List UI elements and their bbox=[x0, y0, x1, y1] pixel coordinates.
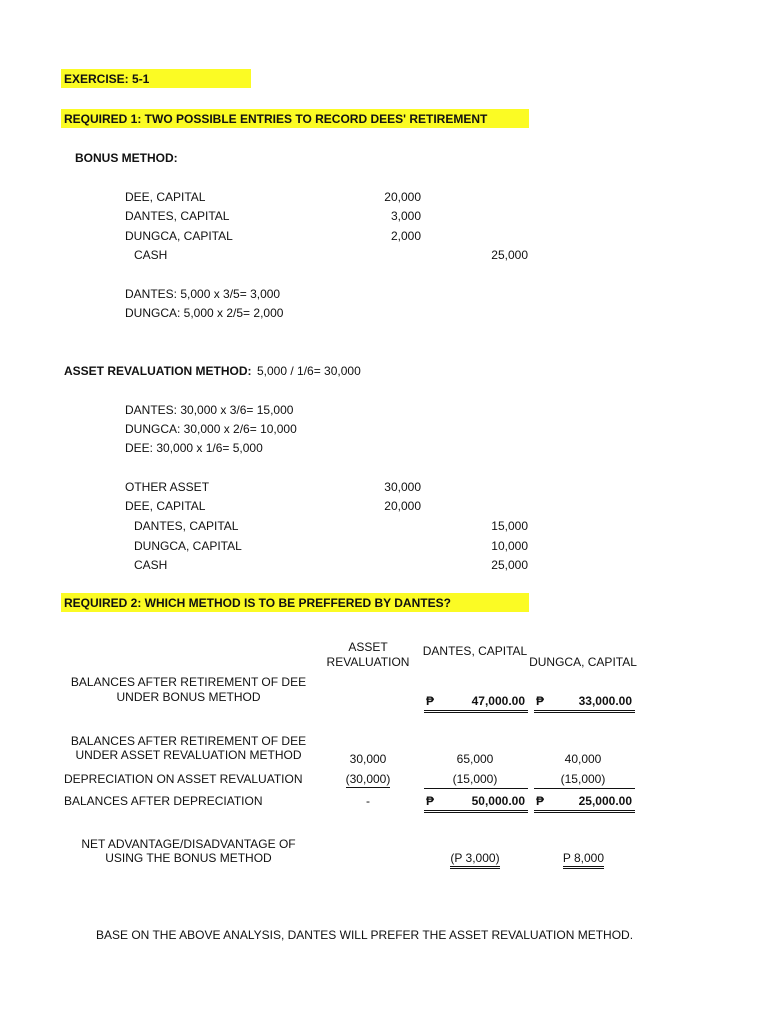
revaluation-entry-debit: 20,000 bbox=[384, 499, 421, 513]
revaluation-entry-credit: 25,000 bbox=[491, 558, 528, 572]
after-asset-amount: - bbox=[366, 794, 370, 808]
revaluation-computation: DEE: 30,000 x 1/6= 5,000 bbox=[125, 441, 263, 455]
row-label-depreciation: DEPRECIATION ON ASSET REVALUATION bbox=[64, 772, 303, 786]
bonus-entry-account: CASH bbox=[134, 248, 168, 262]
bonus-entry-account: DEE, CAPITAL bbox=[125, 190, 206, 204]
double-underline bbox=[534, 712, 635, 713]
conclusion-text: BASE ON THE ABOVE ANALYSIS, DANTES WILL PREFER THE ASSET REVALUATION METHOD. bbox=[96, 928, 634, 942]
revaluation-formula: 5,000 / 1/6= 30,000 bbox=[257, 364, 361, 378]
bonus-entry-debit: 3,000 bbox=[390, 209, 421, 223]
row-label-net: NET ADVANTAGE/DISADVANTAGE OF bbox=[81, 837, 296, 851]
reval-dungca-amount: 40,000 bbox=[564, 752, 602, 766]
col-header-revaluation: REVALUATION bbox=[326, 655, 410, 669]
revaluation-entry-credit: 10,000 bbox=[491, 539, 528, 553]
dep-dantes-amount: (15,000) bbox=[452, 772, 498, 786]
net-dungca-amount bbox=[533, 851, 604, 865]
col-header-asset: ASSET bbox=[348, 640, 388, 654]
after-dantes-amount: 50,000.00 bbox=[471, 794, 525, 808]
bonus-entry-account: DUNGCA, CAPITAL bbox=[125, 229, 233, 243]
bonus-computation: DANTES: 5,000 x 3/5= 3,000 bbox=[125, 287, 281, 301]
bonus-entry-debit: 2,000 bbox=[390, 229, 421, 243]
total-rule bbox=[424, 788, 528, 789]
col-header-dantes: DANTES, CAPITAL bbox=[422, 644, 528, 658]
net-dungca-value: P 8,000 bbox=[563, 851, 604, 869]
double-underline bbox=[534, 810, 635, 811]
peso-sign: ₱ bbox=[426, 794, 435, 808]
row-label-bonus: BALANCES AFTER RETIREMENT OF DEE bbox=[70, 675, 307, 689]
revaluation-entry-credit: 15,000 bbox=[491, 519, 528, 533]
after-dungca-amount: 25,000.00 bbox=[578, 794, 632, 808]
row-label-bonus: UNDER BONUS METHOD bbox=[116, 690, 261, 704]
double-underline bbox=[424, 712, 528, 713]
total-rule bbox=[534, 788, 635, 789]
bonus-dungca-amount: 33,000.00 bbox=[578, 694, 632, 708]
bonus-entry-account: DANTES, CAPITAL bbox=[125, 209, 230, 223]
dep-asset-amount bbox=[318, 772, 418, 786]
revaluation-entry-debit: 30,000 bbox=[384, 480, 421, 494]
col-header-dungca: DUNGCA, CAPITAL bbox=[529, 655, 637, 669]
revaluation-entry-account: DANTES, CAPITAL bbox=[134, 519, 239, 533]
reval-dantes-amount: 65,000 bbox=[456, 752, 494, 766]
row-label-revaluation: BALANCES AFTER RETIREMENT OF DEE bbox=[70, 734, 307, 748]
double-underline bbox=[534, 812, 635, 813]
required1-heading: REQUIRED 1: TWO POSSIBLE ENTRIES TO RECORD DEES' RETIREMENT bbox=[64, 112, 488, 126]
bonus-computation: DUNGCA: 5,000 x 2/5= 2,000 bbox=[125, 306, 284, 320]
double-underline bbox=[424, 812, 528, 813]
revaluation-entry-account: DUNGCA, CAPITAL bbox=[134, 539, 242, 553]
bonus-dantes-amount: 47,000.00 bbox=[471, 694, 525, 708]
exercise-title: EXERCISE: 5-1 bbox=[64, 72, 150, 86]
net-dantes-value: (P 3,000) bbox=[450, 851, 499, 869]
double-underline bbox=[424, 710, 528, 711]
revaluation-entry-account: DEE, CAPITAL bbox=[125, 499, 206, 513]
double-underline bbox=[424, 810, 528, 811]
dep-dungca-amount: (15,000) bbox=[560, 772, 606, 786]
revaluation-heading: ASSET REVALUATION METHOD: bbox=[64, 364, 252, 378]
net-dantes-amount bbox=[425, 851, 525, 865]
row-label-after-depreciation: BALANCES AFTER DEPRECIATION bbox=[64, 794, 263, 808]
reval-asset-amount: 30,000 bbox=[349, 752, 387, 766]
revaluation-entry-account: OTHER ASSET bbox=[125, 480, 210, 494]
peso-sign: ₱ bbox=[536, 694, 545, 708]
peso-sign: ₱ bbox=[426, 694, 435, 708]
required2-heading: REQUIRED 2: WHICH METHOD IS TO BE PREFFERED BY DANTES? bbox=[64, 596, 451, 610]
dep-asset-value: (30,000) bbox=[345, 772, 391, 786]
revaluation-entry-account: CASH bbox=[134, 558, 168, 572]
bonus-entry-credit: 25,000 bbox=[491, 248, 528, 262]
revaluation-computation: DUNGCA: 30,000 x 2/6= 10,000 bbox=[125, 422, 297, 436]
revaluation-computation: DANTES: 30,000 x 3/6= 15,000 bbox=[125, 403, 294, 417]
row-label-revaluation: UNDER ASSET REVALUATION METHOD bbox=[75, 748, 302, 762]
bonus-entry-debit: 20,000 bbox=[384, 190, 421, 204]
bonus-method-heading: BONUS METHOD: bbox=[75, 151, 178, 165]
row-label-net: USING THE BONUS METHOD bbox=[105, 851, 272, 865]
peso-sign: ₱ bbox=[536, 794, 545, 808]
double-underline bbox=[534, 710, 635, 711]
